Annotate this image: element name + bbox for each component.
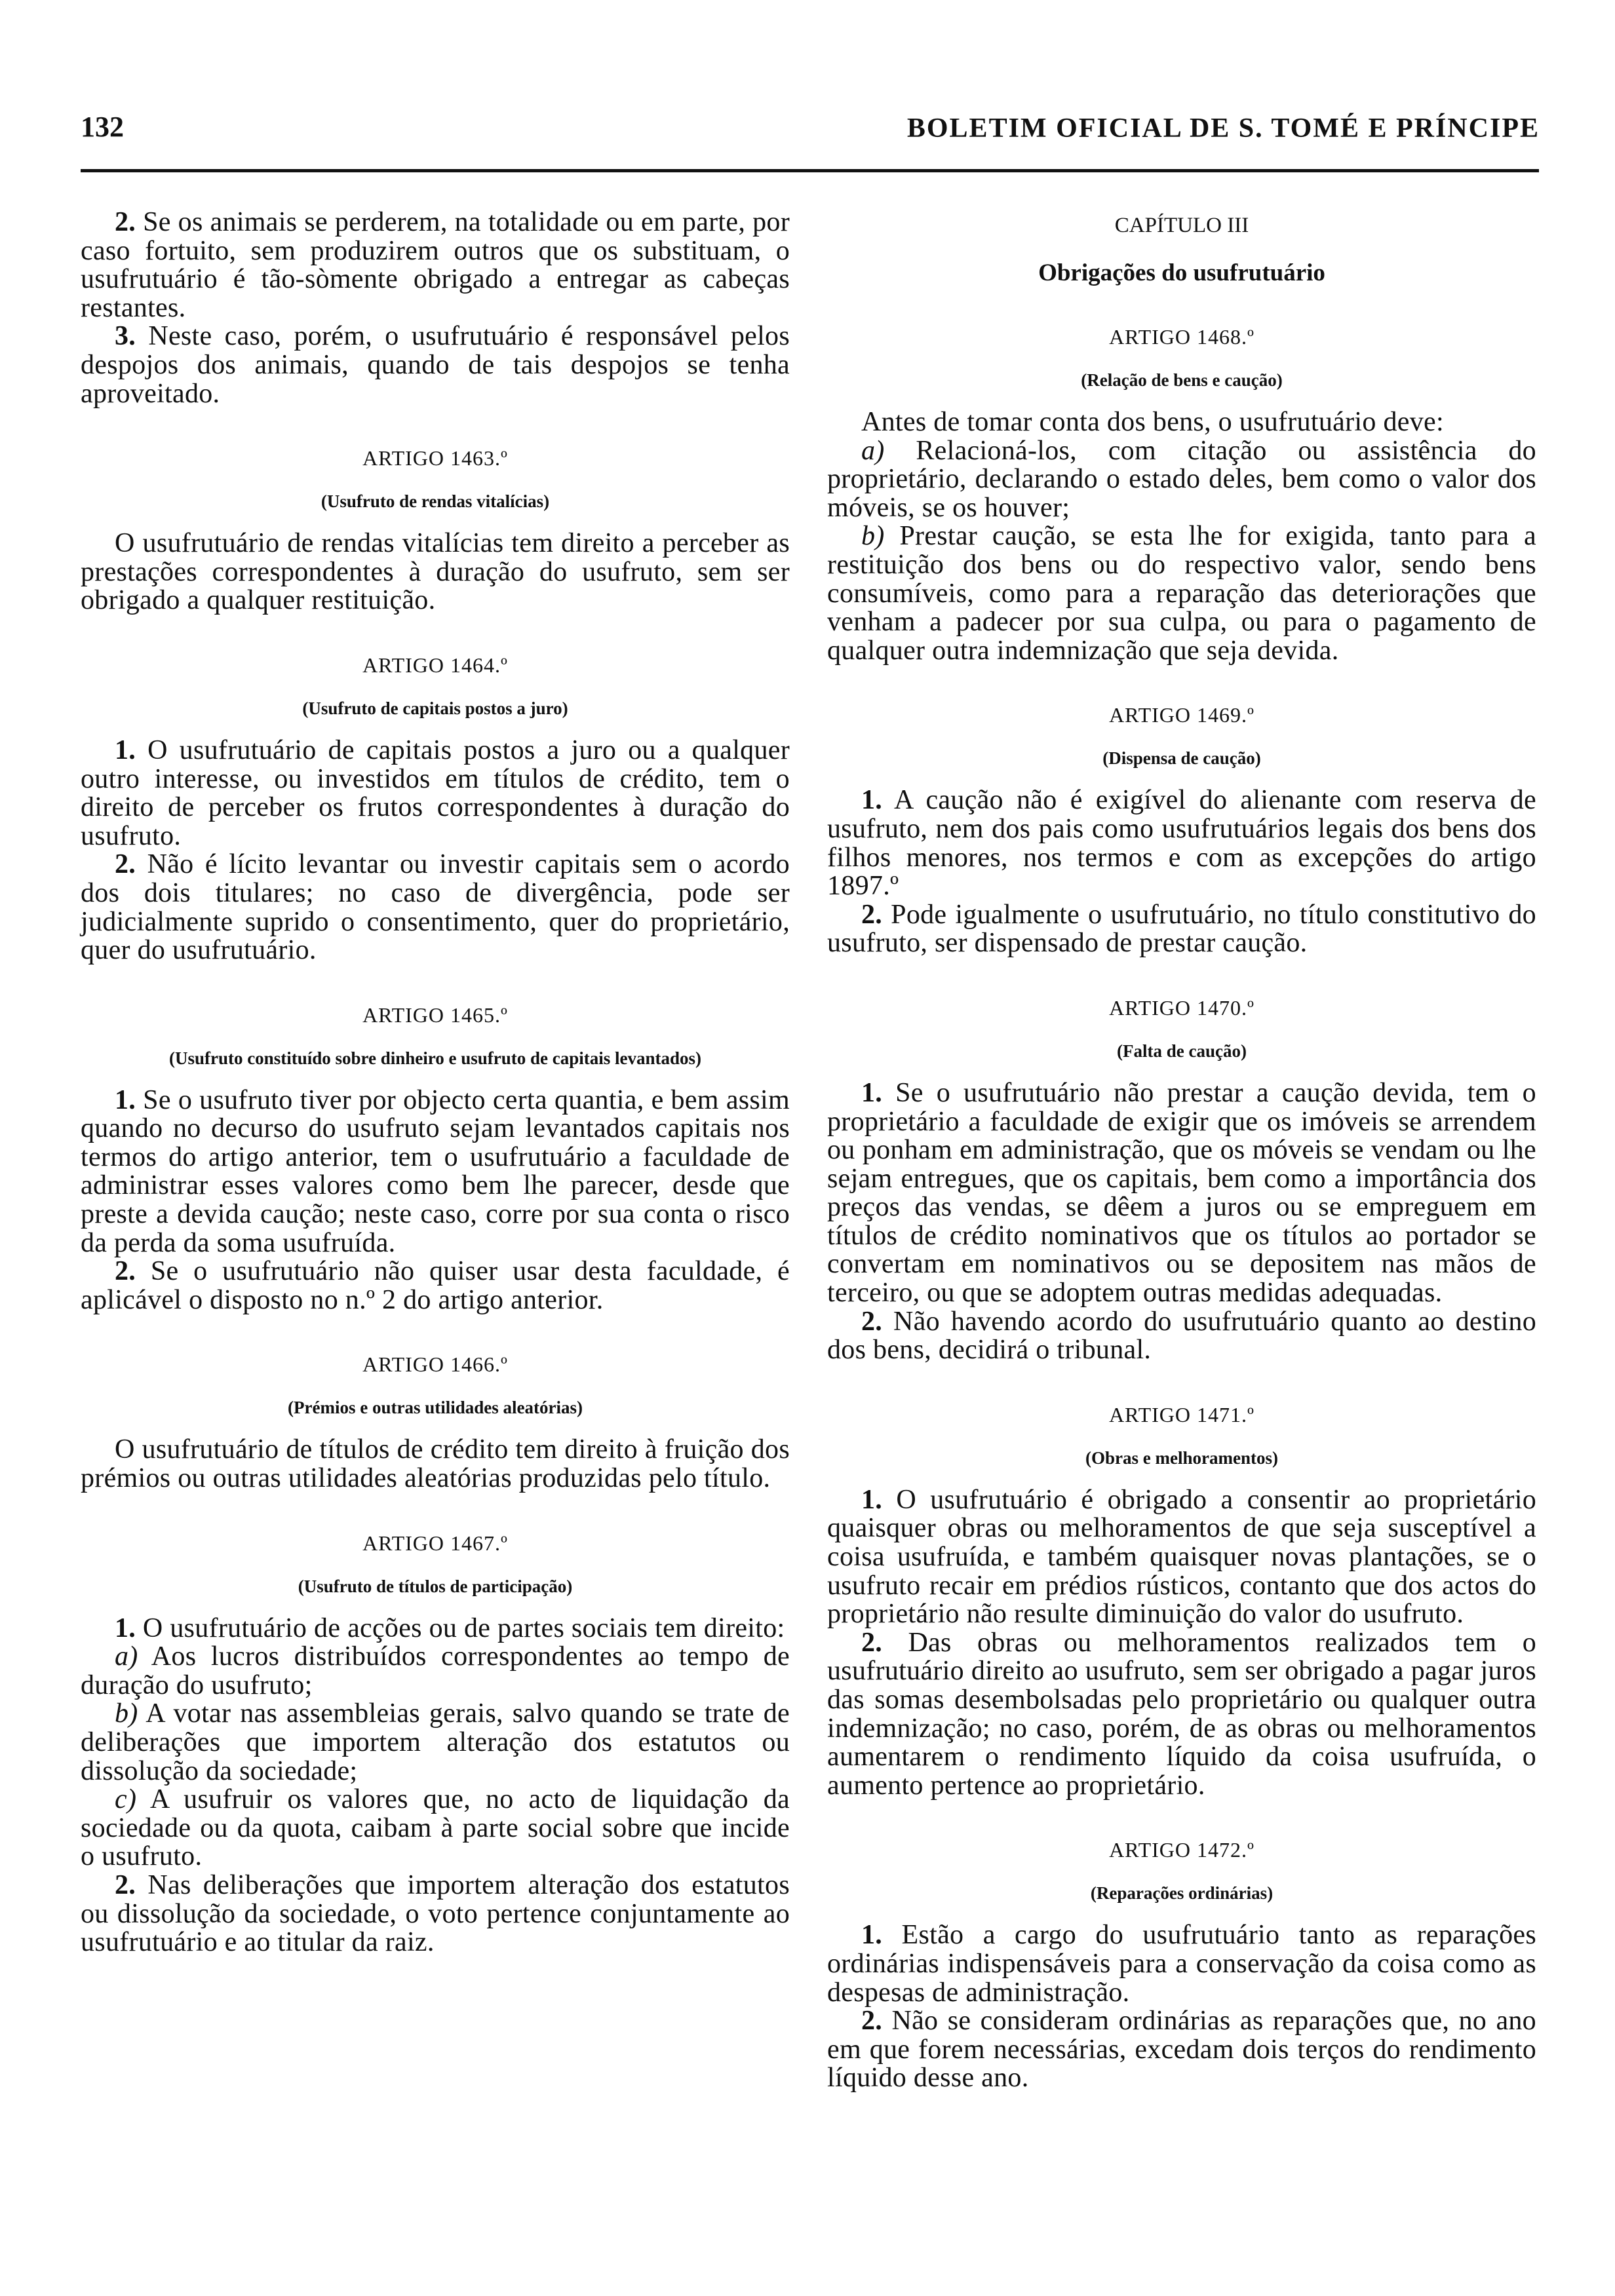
paragraph-text: Nas deliberações que importem alteração dos estatutos ou dissolução da sociedade, o voto pertence conjuntamente ao usufrutuário e ao titular da raiz. — [81, 1869, 790, 1958]
article-heading: ARTIGO 1464.º — [362, 653, 508, 677]
paragraph — [81, 1871, 790, 1957]
item-number: 2. — [115, 1869, 136, 1900]
article-heading: ARTIGO 1467.º — [362, 1531, 508, 1555]
paragraph — [827, 408, 1536, 437]
item-number: 2. — [861, 1306, 883, 1337]
paragraph — [827, 1629, 1536, 1801]
article-heading: ARTIGO 1472.º — [1109, 1838, 1255, 1862]
paragraph-text: Aos lucros distribuídos correspondentes ao tempo de duração do usufruto; — [81, 1641, 790, 1700]
paragraph-text: Não se consideram ordinárias as reparações que, no ano em que forem necessárias, excedam dois terços do rendimento líquido desse ano. — [827, 2006, 1536, 2094]
item-number: 2. — [115, 207, 136, 237]
paragraph-text: Se o usufrutuário não prestar a caução devida, tem o proprietário a faculdade de exigir que os imóveis se arrendem ou ponham em administração, que os móveis se vendam ou lhe sejam entregues, que os capitais, bem como a importância dos preços das vendas, se dêem a juros ou se empreguem em títulos de crédito nominativos que os títulos ao portador se convertam em nominativos ou se depositem nas mãos de terceiro, ou que se adoptem outras medidas adequadas. — [827, 1077, 1536, 1309]
item-letter: b) — [115, 1698, 138, 1729]
article-subtitle: (Prémios e outras utilidades aleatórias) — [288, 1398, 583, 1418]
paragraph — [81, 208, 790, 322]
paragraph — [827, 1079, 1536, 1308]
item-number: 3. — [115, 321, 136, 352]
item-number: 1. — [115, 1084, 136, 1115]
paragraph-text: Prestar caução, se esta lhe for exigida, tanto para a restituição dos bens ou do respectivo valor, sendo bens consumíveis, como para a reparação das deteriorações que venham a padecer por sua culpa, ou para o pagamento de qualquer outra indemnização que seja devida. — [827, 521, 1536, 666]
paragraph — [827, 522, 1536, 665]
paragraph — [81, 529, 790, 615]
item-number: 1. — [861, 1077, 883, 1108]
paragraph-text: Se o usufruto tiver por objecto certa quantia, e bem assim quando no decurso do usufruto sejam levantados capitais nos termos do artigo anterior, tem o usufrutuário a faculdade de administrar esses valores como bem lhe parecer, desde que preste a devida caução; neste caso, corre por sua conta o risco da perda da soma usufruída. — [81, 1084, 790, 1258]
article-subtitle: (Falta de caução) — [1117, 1041, 1247, 1061]
article-subtitle: (Dispensa de caução) — [1102, 748, 1261, 769]
paragraph-text: Não é lícito levantar ou investir capitais sem o acordo dos dois titulares; no caso de divergência, pode ser judicialmente suprido o consentimento, quer do proprietário, quer do usufrutuário. — [81, 849, 790, 966]
chapter-title: Obrigações do usufrutuário — [1038, 259, 1325, 286]
paragraph-text: A votar nas assembleias gerais, salvo quando se trate de deliberações que importem alteração dos estatutos ou dissolução da sociedade; — [81, 1698, 790, 1786]
paragraph-text: Se os animais se perderem, na totalidade ou em parte, por caso fortuito, sem produzirem outros que os substituam, o usufrutuário é tão-sòmente obrigado a entregar as cabeças restantes. — [81, 207, 790, 323]
article-subtitle: (Relação de bens e caução) — [1081, 370, 1283, 390]
item-number: 2. — [861, 1627, 883, 1658]
page-number: 132 — [81, 111, 124, 143]
article-heading: ARTIGO 1465.º — [362, 1003, 508, 1027]
paragraph-text: O usufrutuário de títulos de crédito tem direito à fruição dos prémios ou outras utilidades aleatórias produzidas pelo título. — [81, 1434, 790, 1494]
article-subtitle: (Usufruto constituído sobre dinheiro e usufruto de capitais levantados) — [168, 1048, 702, 1068]
left-column — [81, 208, 790, 1957]
item-letter: b) — [861, 521, 885, 552]
article-heading: ARTIGO 1468.º — [1109, 325, 1255, 349]
article-subtitle: (Obras e melhoramentos) — [1085, 1447, 1278, 1468]
item-number: 2. — [115, 1256, 136, 1287]
item-number: 1. — [861, 785, 883, 816]
paragraph — [827, 2007, 1536, 2093]
paragraph-text: Das obras ou melhoramentos realizados tem o usufrutuário direito ao usufruto, sem ser obrigado a pagar juros das somas desembolsadas pelo proprietário ou qualquer outra indemnização; no caso, porém, de as obras ou melhoramentos aumentarem o rendimento líquido da coisa usufruída, o aumento pertence ao proprietário. — [827, 1627, 1536, 1801]
article-heading: ARTIGO 1471.º — [1109, 1402, 1255, 1426]
chapter-heading: CAPÍTULO III — [1114, 214, 1249, 237]
paragraph — [827, 1486, 1536, 1629]
item-number: 2. — [861, 2006, 883, 2037]
article-heading: ARTIGO 1469.º — [1109, 703, 1255, 727]
article-heading: ARTIGO 1463.º — [362, 446, 508, 470]
paragraph — [827, 786, 1536, 900]
item-number: 2. — [861, 899, 883, 930]
item-number: 1. — [115, 1613, 136, 1643]
paragraph — [827, 1921, 1536, 2007]
paragraph — [81, 322, 790, 408]
paragraph — [81, 1615, 790, 1643]
paragraph — [827, 437, 1536, 523]
paragraph — [81, 1786, 790, 1871]
paragraph — [827, 1308, 1536, 1365]
paragraph-text: O usufrutuário de rendas vitalícias tem direito a perceber as prestações correspondentes à duração do usufruto, sem ser obrigado a qualquer restituição. — [81, 528, 790, 616]
item-letter: a) — [861, 435, 885, 466]
paragraph-text: O usufrutuário de capitais postos a juro ou a qualquer outro interesse, ou investidos em títulos de crédito, tem o direito de perceber os frutos correspondentes à duração do usufruto. — [81, 735, 790, 851]
paragraph — [827, 901, 1536, 958]
paragraph — [81, 1257, 790, 1314]
item-number: 1. — [861, 1920, 883, 1951]
item-number: 1. — [115, 735, 136, 765]
article-subtitle: (Usufruto de rendas vitalícias) — [321, 491, 550, 512]
right-column — [827, 208, 1536, 2093]
article-heading: ARTIGO 1470.º — [1109, 995, 1255, 1020]
item-letter: c) — [115, 1784, 137, 1815]
article-heading: ARTIGO 1466.º — [362, 1352, 508, 1377]
paragraph — [81, 1086, 790, 1258]
paragraph-text: O usufrutuário de acções ou de partes sociais tem direito: — [142, 1613, 785, 1643]
item-number: 1. — [861, 1484, 883, 1515]
header-rule — [81, 169, 1539, 172]
article-subtitle: (Usufruto de capitais postos a juro) — [302, 698, 568, 718]
paragraph-text: A caução não é exigível do alienante com reserva de usufruto, nem dos pais como usufrutuários legais dos bens dos filhos menores, nos termos e com as excepções do artigo 1897.º — [827, 785, 1536, 902]
paragraph-text: O usufrutuário é obrigado a consentir ao proprietário quaisquer obras ou melhoramentos de que seja susceptível a coisa usufruída, e também quaisquer novas plantações, se o usufruto recair em prédios rústicos, contanto que dos actos do proprietário não resulte diminuição do valor do usufruto. — [827, 1484, 1536, 1630]
paragraph-text: Neste caso, porém, o usufrutuário é responsável pelos despojos dos animais, quando de tais despojos se tenha aproveitado. — [81, 321, 790, 409]
article-subtitle: (Usufruto de títulos de participação) — [298, 1576, 573, 1596]
paragraph-text: A usufruir os valores que, no acto de liquidação da sociedade ou da quota, caibam à parte social sobre que incide o usufruto. — [81, 1784, 790, 1872]
paragraph — [81, 1700, 790, 1786]
paragraph-text: Pode igualmente o usufrutuário, no título constitutivo do usufruto, ser dispensado de prestar caução. — [827, 899, 1536, 959]
item-number: 2. — [115, 849, 136, 880]
paragraph-text: Relacioná-los, com citação ou assistência do proprietário, declarando o estado deles, bem como o valor dos móveis, se os houver; — [827, 435, 1536, 523]
paragraph — [81, 1643, 790, 1700]
paragraph-text: Antes de tomar conta dos bens, o usufrutuário deve: — [861, 407, 1444, 437]
paragraph-text: Se o usufrutuário não quiser usar desta faculdade, é aplicável o disposto no n.º 2 do artigo anterior. — [81, 1256, 790, 1315]
publication-title: BOLETIM OFICIAL DE S. TOMÉ E PRÍNCIPE — [906, 113, 1540, 144]
paragraph-text: Não havendo acordo do usufrutuário quanto ao destino dos bens, decidirá o tribunal. — [827, 1306, 1536, 1366]
article-subtitle: (Reparações ordinárias) — [1090, 1883, 1274, 1904]
paragraph-text: Estão a cargo do usufrutuário tanto as reparações ordinárias indispensáveis para a conservação da coisa como as despesas de administração. — [827, 1920, 1536, 2008]
item-letter: a) — [115, 1641, 138, 1672]
paragraph — [81, 851, 790, 965]
paragraph — [81, 1436, 790, 1493]
paragraph — [81, 737, 790, 851]
